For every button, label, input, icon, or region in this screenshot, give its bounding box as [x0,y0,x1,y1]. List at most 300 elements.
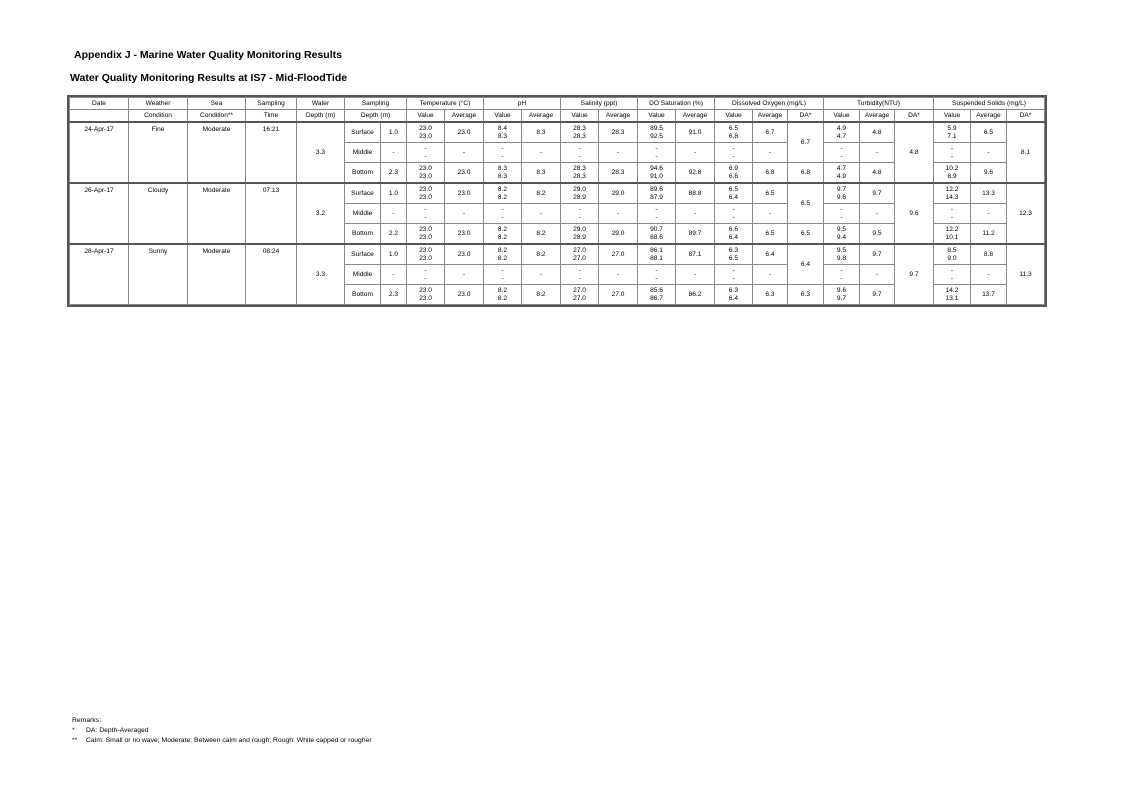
ph-average: - [522,204,561,224]
turbidity-value [824,265,860,285]
suspended-solids-average: - [971,204,1007,224]
dissolved-oxygen-average: - [753,143,788,163]
temperature-value-reading: 23.0 [419,294,432,302]
temperature-value [407,122,445,143]
salinity-average: 27.0 [599,244,638,265]
dissolved-oxygen-value [715,285,753,305]
water-depth-cell: 3.3 [297,122,345,183]
dissolved-oxygen-value [715,244,753,265]
turbidity-value-reading: - [840,205,843,213]
salinity-value-reading: 27.0 [573,246,586,254]
suspended-solids-value-reading: 14.3 [945,193,959,201]
do-saturation-value-reading: 88.1 [650,254,663,262]
do-saturation-average: 89.7 [676,224,715,245]
salinity-value [561,224,599,245]
do-saturation-average: - [676,265,715,285]
salinity-value [561,244,599,265]
dissolved-oxygen-value-reading: 6.6 [728,172,739,180]
ph-value [484,204,522,224]
temperature-value [407,244,445,265]
suspended-solids-value [934,244,971,265]
dissolved-oxygen-average: 6.8 [753,163,788,184]
suspended-solids-value-reading: - [950,144,954,152]
sampling-depth-cell: 2.2 [381,224,407,245]
temperature-average: 23.0 [445,244,484,265]
remarks [72,716,372,746]
turbidity-average: 4.8 [860,163,895,184]
ph-average: 8.2 [522,285,561,305]
temperature-value-reading: 23.0 [419,233,432,241]
ph-average: - [522,265,561,285]
sampling-time-cell: 16:21 [246,122,297,183]
header-cell: DA* [788,110,824,123]
temperature-value-reading: 23.0 [419,132,432,140]
temperature-value [407,224,445,245]
dissolved-oxygen-da-bottom: 6.3 [788,285,824,305]
turbidity-da: 9.7 [895,244,934,305]
level-name-cell: Bottom [345,224,381,245]
turbidity-value-reading: 9.6 [836,286,847,294]
header-cell: pH [484,98,561,110]
temperature-value-reading: 23.0 [419,254,432,262]
ph-average: 8.3 [522,163,561,184]
header-cell: Temperature (°C) [407,98,484,110]
temperature-value-reading: - [424,274,427,282]
suspended-solids-average: - [971,143,1007,163]
dissolved-oxygen-value-reading: 6.3 [728,246,739,254]
ph-value [484,143,522,163]
dissolved-oxygen-value-reading: - [732,205,735,213]
header-cell: Average [522,110,561,123]
dissolved-oxygen-value-reading: - [732,144,735,152]
ph-value-reading: 8.3 [497,132,508,140]
header-cell: Average [860,110,895,123]
suspended-solids-value-reading: 12.2 [945,185,959,193]
salinity-average: 27.0 [599,285,638,305]
table-row [70,183,1045,204]
weather-cell: Cloudy [129,183,188,244]
ph-value-reading: 8.2 [497,294,508,302]
turbidity-value-reading: 9.5 [836,246,847,254]
salinity-value-reading: 28.3 [573,124,586,132]
dissolved-oxygen-da: 6.4 [788,244,824,285]
suspended-solids-value-reading: 12.2 [945,225,959,233]
dissolved-oxygen-value-reading: 6.4 [728,294,739,302]
temperature-value-reading: - [424,144,427,152]
suspended-solids-value-reading: - [950,205,954,213]
salinity-average: - [599,204,638,224]
turbidity-value-reading: 9.7 [836,294,847,302]
sampling-depth-cell: 1.0 [381,244,407,265]
turbidity-value-reading: - [840,144,843,152]
ph-value [484,183,522,204]
water-depth-cell: 3.3 [297,244,345,305]
remark-mark: * [72,727,75,734]
dissolved-oxygen-value-reading: 6.3 [728,286,739,294]
do-saturation-value [638,265,676,285]
turbidity-value-reading: 4.7 [836,164,847,172]
salinity-value [561,265,599,285]
dissolved-oxygen-value-reading: 6.6 [728,225,739,233]
ph-value [484,224,522,245]
dissolved-oxygen-value-reading: 6.4 [728,193,739,201]
header-cell: Condition [129,110,188,123]
salinity-value-reading: - [578,152,581,160]
turbidity-value-reading: 9.5 [836,225,847,233]
suspended-solids-value [934,183,971,204]
temperature-value-reading: 23.0 [419,124,432,132]
do-saturation-value [638,122,676,143]
ph-value-reading: - [501,152,504,160]
suspended-solids-value-reading: - [950,266,954,274]
turbidity-average: - [860,265,895,285]
suspended-solids-value [934,143,971,163]
turbidity-average: 9.7 [860,183,895,204]
salinity-average: 29.0 [599,183,638,204]
dissolved-oxygen-value-reading: 6.5 [728,185,739,193]
do-saturation-average: 86.2 [676,285,715,305]
ph-value-reading: - [501,274,504,282]
do-saturation-value-reading: 86.7 [650,294,663,302]
weather-cell: Fine [129,122,188,183]
do-saturation-value-reading: - [655,266,658,274]
level-name-cell: Bottom [345,285,381,305]
do-saturation-average: 92.8 [676,163,715,184]
header-cell: Time [246,110,297,123]
salinity-average: - [599,143,638,163]
header-cell: Weather [129,98,188,110]
ph-value [484,122,522,143]
header-cell: Suspended Solids (mg/L) [934,98,1045,110]
turbidity-value-reading: - [840,274,843,282]
ph-value-reading: - [501,144,504,152]
turbidity-value [824,204,860,224]
sea-condition-cell: Moderate [188,122,246,183]
level-name-cell: Surface [345,244,381,265]
suspended-solids-value-reading: - [950,213,954,221]
temperature-value [407,143,445,163]
page-subtitle: Water Quality Monitoring Results at IS7 - Mid-FloodTide [70,72,348,84]
salinity-value-reading: 28.9 [573,233,586,241]
level-name-cell: Surface [345,122,381,143]
header-cell: Value [934,110,971,123]
suspended-solids-value-reading: 10.1 [945,233,959,241]
salinity-value-reading: - [578,266,581,274]
do-saturation-average: - [676,204,715,224]
salinity-value-reading: 27.0 [573,254,586,262]
dissolved-oxygen-value [715,265,753,285]
temperature-value-reading: 23.0 [419,172,432,180]
header-cell: Sampling [246,98,297,110]
turbidity-da: 9.6 [895,183,934,244]
do-saturation-value-reading: 85.6 [650,286,663,294]
suspended-solids-value [934,163,971,184]
dissolved-oxygen-value [715,224,753,245]
salinity-value [561,122,599,143]
header-cell: Value [824,110,860,123]
do-saturation-value-reading: - [655,274,658,282]
turbidity-average: - [860,143,895,163]
dissolved-oxygen-value-reading: 6.4 [728,233,739,241]
header-cell: Average [445,110,484,123]
temperature-value-reading: 23.0 [419,193,432,201]
dissolved-oxygen-average: - [753,204,788,224]
suspended-solids-value-reading: 13.1 [945,294,959,302]
turbidity-average: 9.5 [860,224,895,245]
level-name-cell: Bottom [345,163,381,184]
turbidity-value-reading: 4.9 [836,124,847,132]
header-cell: Average [971,110,1007,123]
sea-condition-cell: Moderate [188,183,246,244]
suspended-solids-average: 9.6 [971,163,1007,184]
salinity-value [561,163,599,184]
dissolved-oxygen-value-reading: - [732,266,735,274]
suspended-solids-average: 6.5 [971,122,1007,143]
do-saturation-value [638,183,676,204]
suspended-solids-value [934,224,971,245]
header-cell: Sampling [345,98,407,110]
turbidity-value-reading: 9.6 [836,193,847,201]
do-saturation-value [638,244,676,265]
temperature-average: - [445,265,484,285]
header-cell: DA* [1007,110,1045,123]
salinity-value-reading: - [578,274,581,282]
header-cell: DO Saturation (%) [638,98,715,110]
header-cell: Average [676,110,715,123]
level-name-cell: Middle [345,204,381,224]
turbidity-value-reading: 9.4 [836,233,847,241]
temperature-average: 23.0 [445,224,484,245]
dissolved-oxygen-value [715,163,753,184]
header-cell: Average [753,110,788,123]
turbidity-value-reading: - [840,266,843,274]
ph-value-reading: 8.4 [497,124,508,132]
dissolved-oxygen-value-reading: 6.8 [728,132,739,140]
salinity-value [561,204,599,224]
header-cell: Value [407,110,445,123]
turbidity-value-reading: 4.7 [836,132,847,140]
suspended-solids-value [934,285,971,305]
table-header [70,98,1045,123]
sampling-depth-cell: 1.0 [381,183,407,204]
ph-value-reading: 8.2 [497,193,508,201]
temperature-value-reading: 23.0 [419,286,432,294]
header-cell: Value [715,110,753,123]
dissolved-oxygen-value-reading: 6.5 [728,124,739,132]
header-cell: Date [70,98,129,110]
sampling-time-cell: 08:24 [246,244,297,305]
do-saturation-average: - [676,143,715,163]
turbidity-value [824,143,860,163]
sampling-depth-cell: - [381,143,407,163]
suspended-solids-value-reading: 8.5 [947,246,957,254]
ph-average: - [522,143,561,163]
turbidity-value [824,244,860,265]
temperature-average: - [445,204,484,224]
salinity-average: 28.3 [599,122,638,143]
do-saturation-value-reading: - [655,152,658,160]
header-cell: Sea [188,98,246,110]
turbidity-average: 4.8 [860,122,895,143]
remark-text: Calm: Small or no wave; Moderate: Between calm and rough; Rough: White capped or rougher [86,737,372,744]
ph-value [484,163,522,184]
temperature-average: 23.0 [445,163,484,184]
do-saturation-value-reading: 87.9 [650,193,663,201]
do-saturation-value [638,204,676,224]
suspended-solids-average: 11.2 [971,224,1007,245]
turbidity-average: 9.7 [860,285,895,305]
table-body [70,122,1045,305]
water-depth-cell: 3.2 [297,183,345,244]
salinity-value [561,183,599,204]
temperature-average: 23.0 [445,183,484,204]
dissolved-oxygen-value [715,143,753,163]
salinity-value-reading: 28.3 [573,164,586,172]
ph-value-reading: 8.3 [497,164,508,172]
do-saturation-average: 88.8 [676,183,715,204]
suspended-solids-value-reading: 5.9 [947,124,957,132]
header-cell: Value [484,110,522,123]
header-cell [70,110,129,123]
header-cell: Condition** [188,110,246,123]
suspended-solids-value-reading: 7.1 [947,132,957,140]
date-cell: 26-Apr-17 [70,183,129,244]
temperature-value-reading: 23.0 [419,185,432,193]
suspended-solids-value [934,122,971,143]
salinity-value-reading: 27.0 [573,294,586,302]
dissolved-oxygen-average: 6.7 [753,122,788,143]
turbidity-value-reading: 4.9 [836,172,847,180]
salinity-average: 29.0 [599,224,638,245]
dissolved-oxygen-value-reading: - [732,152,735,160]
salinity-value [561,285,599,305]
dissolved-oxygen-value-reading: - [732,213,735,221]
suspended-solids-da: 11.3 [1007,244,1045,305]
sampling-depth-cell: 2.3 [381,285,407,305]
temperature-value-reading: - [424,152,427,160]
salinity-average: 28.3 [599,163,638,184]
salinity-value-reading: 29.0 [573,225,586,233]
temperature-value-reading: 23.0 [419,246,432,254]
remark-note [72,736,372,746]
remarks-heading: Remarks: [72,717,102,724]
dissolved-oxygen-value [715,204,753,224]
do-saturation-value-reading: 89.5 [650,124,663,132]
ph-value-reading: 8.2 [497,225,508,233]
dissolved-oxygen-da-bottom: 6.8 [788,163,824,184]
suspended-solids-value-reading: - [950,274,954,282]
ph-value-reading: 8.2 [497,185,508,193]
temperature-value-reading: 23.0 [419,164,432,172]
header-cell: Turbidity(NTU) [824,98,934,110]
ph-average: 8.2 [522,224,561,245]
ph-average: 8.3 [522,122,561,143]
dissolved-oxygen-da: 6.5 [788,183,824,224]
ph-value-reading: - [501,205,504,213]
salinity-value-reading: - [578,144,581,152]
temperature-average: - [445,143,484,163]
header-cell: Salinity (ppt) [561,98,638,110]
dissolved-oxygen-value [715,183,753,204]
salinity-value-reading: 28.3 [573,132,586,140]
suspended-solids-average: - [971,265,1007,285]
salinity-value-reading: - [578,205,581,213]
dissolved-oxygen-value [715,122,753,143]
salinity-value-reading: 29.0 [573,185,586,193]
ph-value-reading: 8.2 [497,286,508,294]
suspended-solids-average: 13.7 [971,285,1007,305]
do-saturation-average: 91.0 [676,122,715,143]
ph-value-reading: 8.2 [497,246,508,254]
dissolved-oxygen-average: 6.5 [753,224,788,245]
do-saturation-value-reading: - [655,144,658,152]
ph-average: 8.2 [522,244,561,265]
page-title: Appendix J - Marine Water Quality Monitoring Results [74,49,342,61]
dissolved-oxygen-value-reading: 6.9 [728,164,739,172]
header-cell: Depth (m) [297,110,345,123]
sampling-time-cell: 07:13 [246,183,297,244]
header-cell: Dissolved Oxygen (mg/L) [715,98,824,110]
ph-value [484,265,522,285]
remark-text: DA: Depth-Averaged [86,727,149,734]
date-cell: 28-Apr-17 [70,244,129,305]
temperature-value-reading: - [424,213,427,221]
temperature-average: 23.0 [445,285,484,305]
do-saturation-value-reading: 89.6 [650,185,663,193]
do-saturation-average: 87.1 [676,244,715,265]
suspended-solids-average: 8.8 [971,244,1007,265]
remark-mark: ** [72,737,78,744]
temperature-value [407,204,445,224]
weather-cell: Sunny [129,244,188,305]
temperature-value [407,163,445,184]
suspended-solids-value-reading: - [950,152,954,160]
remark-note [72,726,372,736]
temperature-value-reading: 23.0 [419,225,432,233]
temperature-value [407,285,445,305]
salinity-value-reading: 28.9 [573,193,586,201]
sampling-depth-cell: - [381,204,407,224]
turbidity-value [824,163,860,184]
do-saturation-value-reading: 94.6 [650,164,663,172]
table-row [70,122,1045,143]
header-cell: DA* [895,110,934,123]
suspended-solids-value [934,265,971,285]
do-saturation-value-reading: 88.6 [650,233,663,241]
ph-value-reading: - [501,266,504,274]
header-cell: Average [599,110,638,123]
dissolved-oxygen-average: 6.5 [753,183,788,204]
turbidity-da: 4.8 [895,122,934,183]
dissolved-oxygen-average: - [753,265,788,285]
dissolved-oxygen-value-reading: 6.5 [728,254,739,262]
temperature-value-reading: - [424,205,427,213]
suspended-solids-average: 13.3 [971,183,1007,204]
turbidity-value [824,285,860,305]
suspended-solids-value-reading: 14.2 [945,286,959,294]
suspended-solids-da: 12.3 [1007,183,1045,244]
do-saturation-value [638,224,676,245]
turbidity-value-reading: - [840,152,843,160]
do-saturation-value-reading: - [655,205,658,213]
turbidity-value-reading: - [840,213,843,221]
suspended-solids-da: 8.1 [1007,122,1045,183]
suspended-solids-value-reading: 10.2 [945,164,959,172]
dissolved-oxygen-da: 6.7 [788,122,824,163]
dissolved-oxygen-average: 6.4 [753,244,788,265]
sea-condition-cell: Moderate [188,244,246,305]
ph-value [484,285,522,305]
